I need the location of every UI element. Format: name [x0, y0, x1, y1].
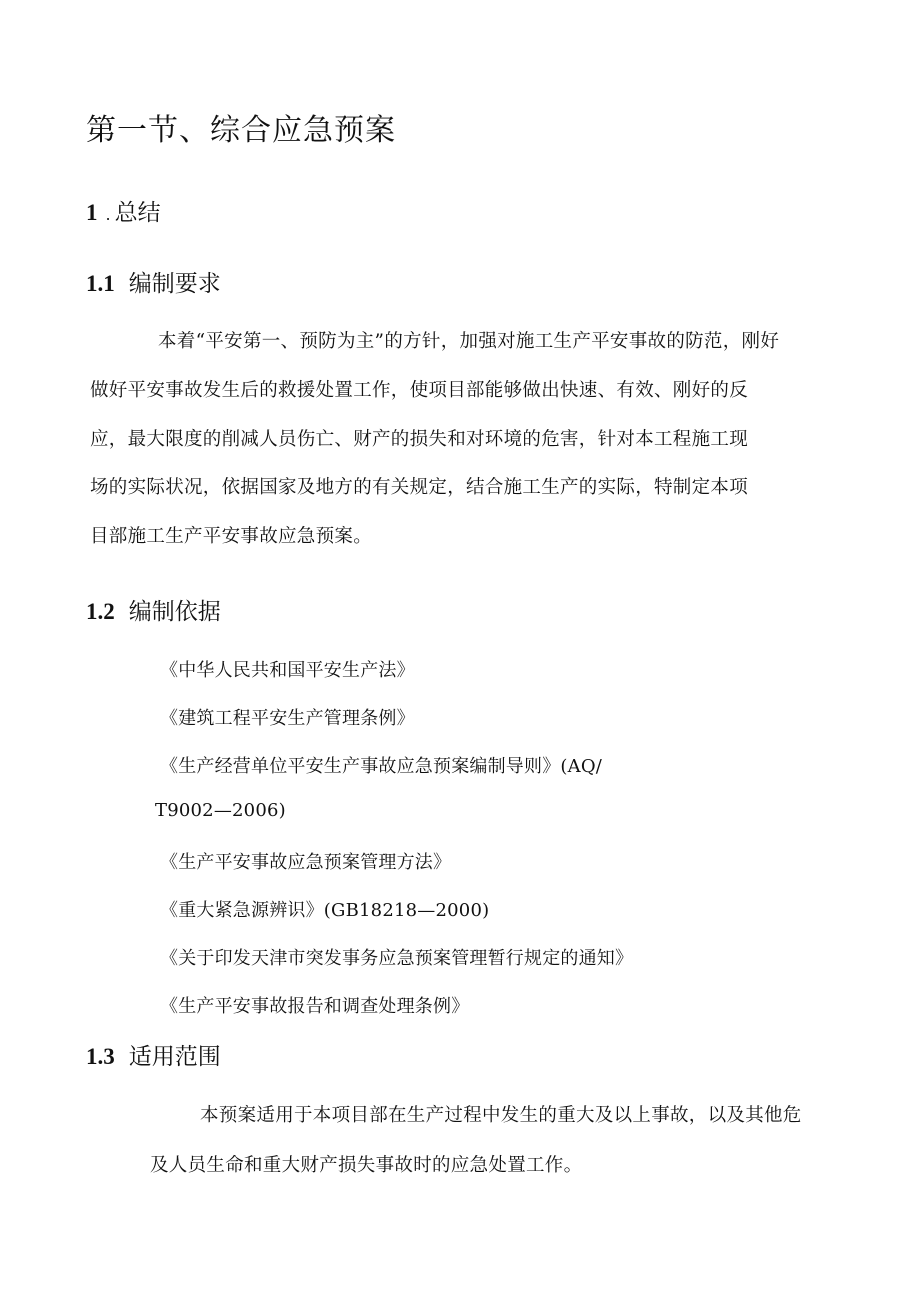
paragraph-line: 本预案适用于本项目部在生产过程中发生的重大及以上事故，以及其他危: [200, 1105, 802, 1126]
section-1-3-title: 适用范围: [128, 1044, 221, 1070]
chapter-title: 第一节、综合应急预案: [86, 113, 396, 148]
reference-item-continuation: T9002—2006): [155, 800, 286, 821]
section-1-3-heading: [86, 1038, 221, 1071]
section-1-2-title: 编制依据: [128, 599, 221, 625]
reference-item: 《生产平安事故报告和调查处理条例》: [160, 996, 470, 1017]
paragraph-line: 本着“平安第一、预防为主”的方针，加强对施工生产平安事故的防范，刚好: [158, 331, 780, 352]
reference-item: 《生产经营单位平安生产事故应急预案编制导则》(AQ/: [160, 756, 603, 777]
section-1-1-heading: [86, 265, 221, 298]
section-1-1-number: 1.1: [86, 271, 115, 296]
paragraph-line: 做好平安事故发生后的救援处置工作，使项目部能够做出快速、有效、刚好的反: [90, 380, 749, 401]
section-1-3-number: 1.3: [86, 1044, 115, 1069]
section-1-title: 总结: [114, 200, 161, 226]
section-1-number: 1: [86, 200, 98, 225]
section-1-2-heading: [86, 593, 221, 626]
section-1-2-number: 1.2: [86, 599, 115, 624]
reference-item: 《重大紧急源辨识》(GB18218—2000): [160, 900, 490, 921]
paragraph-line: 场的实际状况，依据国家及地方的有关规定，结合施工生产的实际，特制定本项: [90, 477, 749, 498]
reference-item: 《生产平安事故应急预案管理方法》: [160, 852, 452, 873]
section-1-heading: [86, 194, 161, 227]
section-1-separator: .: [105, 205, 111, 224]
reference-item: 《建筑工程平安生产管理条例》: [160, 708, 415, 729]
paragraph-line: 及人员生命和重大财产损失事故时的应急处置工作。: [150, 1155, 583, 1176]
paragraph-line: 应，最大限度的削减人员伤亡、财产的损失和对环境的危害，针对本工程施工现: [90, 429, 749, 450]
reference-item: 《关于印发天津市突发事务应急预案管理暂行规定的通知》: [160, 948, 634, 969]
reference-item: 《中华人民共和国平安生产法》: [160, 660, 415, 681]
paragraph-line: 目部施工生产平安事故应急预案。: [90, 526, 373, 547]
section-1-1-title: 编制要求: [128, 271, 221, 297]
